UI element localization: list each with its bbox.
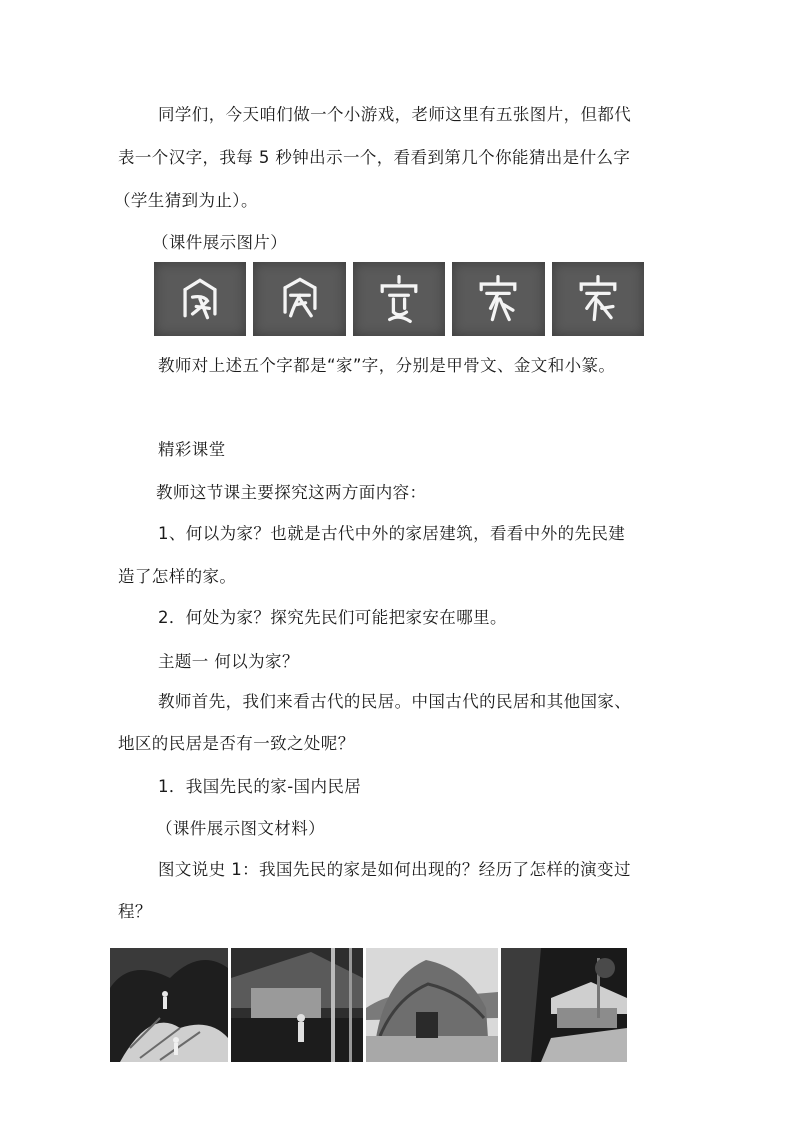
section-heading-highlight: 精彩课堂 xyxy=(158,440,226,459)
courseware-note-1: （课件展示图片） xyxy=(152,233,288,252)
paragraph-dwellings-line2: 地区的民居是否有一致之处呢？ xyxy=(118,734,355,753)
list-item-1-line2: 造了怎样的家。 xyxy=(118,567,237,586)
paragraph-intro-line2: 表一个汉字，我每 5 秒钟出示一个，看看到第几个你能猜出是什么字 xyxy=(118,148,631,167)
jia-glyph-3-image xyxy=(353,262,445,336)
pit-house-image xyxy=(231,948,363,1062)
jia-glyph-2-image xyxy=(253,262,345,336)
stilt-house-image xyxy=(501,948,627,1062)
jia-glyph-4-image xyxy=(452,262,544,336)
ancient-dwellings-photo-strip xyxy=(110,948,627,1062)
jia-glyph-1-image xyxy=(154,262,246,336)
list-item-2: 2．何处为家？探究先民们可能把家安在哪里。 xyxy=(158,608,507,627)
courseware-note-2: （课件展示图文材料） xyxy=(156,819,325,838)
paragraph-jia-explanation: 教师对上述五个字都是“家”字，分别是甲骨文、金文和小篆。 xyxy=(158,356,616,375)
cave-dwelling-image xyxy=(110,948,228,1062)
paragraph-history-line1: 图文说史 1：我国先民的家是如何出现的？经历了怎样的演变过 xyxy=(158,860,631,879)
jia-glyph-5-image xyxy=(552,262,644,336)
list-item-1-line1: 1、何以为家？也就是古代中外的家居建筑，看看中外的先民建 xyxy=(158,524,626,543)
jia-character-strip xyxy=(154,262,644,336)
thatched-hut-image xyxy=(366,948,498,1062)
theme-one-heading: 主题一 何以为家？ xyxy=(158,652,299,671)
paragraph-intro-line3: （学生猜到为止）。 xyxy=(114,191,258,210)
paragraph-dwellings-line1: 教师首先，我们来看古代的民居。中国古代的民居和其他国家、 xyxy=(158,692,632,711)
paragraph-intro-line1: 同学们，今天咱们做一个小游戏，老师这里有五张图片，但都代 xyxy=(158,105,632,124)
list-item-domestic-dwellings: 1．我国先民的家-国内民居 xyxy=(158,777,362,796)
paragraph-history-line2: 程？ xyxy=(118,902,152,921)
paragraph-lesson-intro: 教师这节课主要探究这两方面内容： xyxy=(156,483,427,502)
